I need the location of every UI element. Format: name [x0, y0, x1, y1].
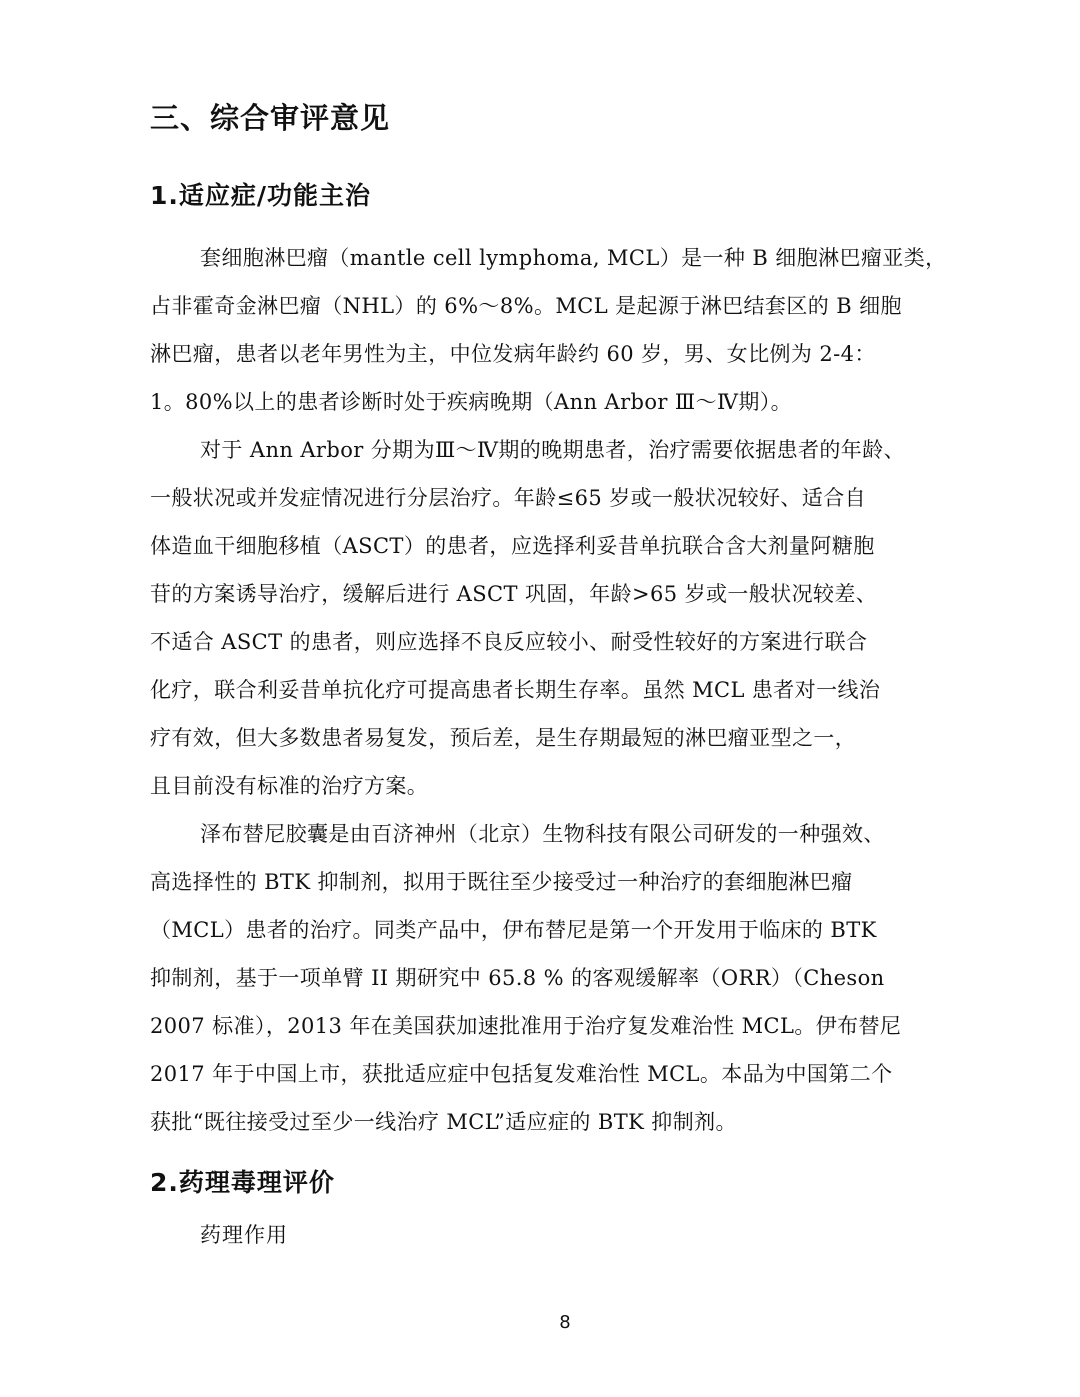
text-line: 淋巴瘤，患者以老年男性为主，中位发病年龄约 60 岁，男、女比例为 2-4：	[150, 342, 876, 366]
text-line: 一般状况或并发症情况进行分层治疗。年龄≤65 岁或一般状况较好、适合自	[150, 486, 866, 510]
paragraph-treatment	[150, 426, 980, 810]
text-line: 抑制剂，基于一项单臂 II 期研究中 65.8 % 的客观缓解率（ORR）（Cheson	[150, 966, 885, 990]
text-line: 占非霍奇金淋巴瘤（NHL）的 6%～8%。MCL 是起源于淋巴结套区的 B 细胞	[150, 294, 902, 318]
paragraph-mcl-background	[150, 234, 980, 426]
text-line: 疗有效，但大多数患者易复发，预后差，是生存期最短的淋巴瘤亚型之一，	[150, 726, 857, 750]
paragraph-zanubrutinib	[150, 810, 980, 1146]
page-number: 8	[559, 1312, 571, 1333]
text-line: 2017 年于中国上市，获批适应症中包括复发难治性 MCL。本品为中国第二个	[150, 1062, 893, 1086]
section-title: 三、综合审评意见	[150, 101, 391, 135]
text-line: 苷的方案诱导治疗，缓解后进行 ASCT 巩固，年龄>65 岁或一般状况较差、	[150, 582, 878, 606]
text-line: 对于 Ann Arbor 分期为Ⅲ～Ⅳ期的晚期患者，治疗需要依据患者的年龄、	[200, 438, 905, 462]
subsection-label-pharmacology: 药理作用	[200, 1223, 288, 1247]
text-line: 套细胞淋巴瘤（mantle cell lymphoma, MCL）是一种 B 细胞淋巴瘤亚类，	[200, 246, 947, 270]
text-line: 1。80%以上的患者诊断时处于疾病晚期（Ann Arbor Ⅲ～Ⅳ期）。	[150, 390, 793, 414]
text-line: 体造血干细胞移植（ASCT）的患者，应选择利妥昔单抗联合含大剂量阿糖胞	[150, 534, 875, 558]
text-line: 泽布替尼胶囊是由百济神州（北京）生物科技有限公司研发的一种强效、	[200, 822, 885, 846]
heading-indication: 1.适应症/功能主治	[150, 181, 372, 210]
heading-pharmacology: 2.药理毒理评价	[150, 1168, 335, 1197]
text-line: 化疗，联合利妥昔单抗化疗可提高患者长期生存率。虽然 MCL 患者对一线治	[150, 678, 881, 702]
text-line: 高选择性的 BTK 抑制剂，拟用于既往至少接受过一种治疗的套细胞淋巴瘤	[150, 870, 853, 894]
text-line: 2007 标准），2013 年在美国获加速批准用于治疗复发难治性 MCL。伊布替尼	[150, 1014, 902, 1038]
text-line: 获批“既往接受过至少一线治疗 MCL”适应症的 BTK 抑制剂。	[150, 1110, 737, 1134]
text-line: 不适合 ASCT 的患者，则应选择不良反应较小、耐受性较好的方案进行联合	[150, 630, 868, 654]
text-line: （MCL）患者的治疗。同类产品中，伊布替尼是第一个开发用于临床的 BTK	[150, 918, 877, 942]
text-line: 且目前没有标准的治疗方案。	[150, 774, 429, 798]
